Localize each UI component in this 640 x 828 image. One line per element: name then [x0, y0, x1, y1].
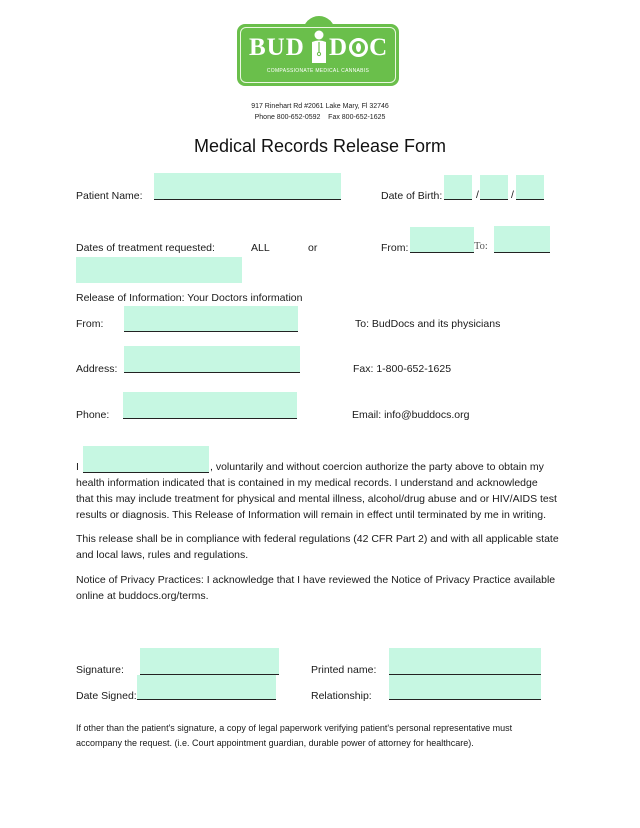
date-signed-field[interactable]: [137, 675, 276, 699]
or-label: or: [308, 242, 318, 254]
dob-separator-2: /: [511, 189, 514, 201]
doctor-figure-icon: [310, 30, 328, 64]
address-label: Address:: [76, 363, 118, 375]
date-signed-line: [137, 699, 276, 700]
doctor-address-line: [124, 372, 300, 373]
dob-separator-1: /: [476, 189, 479, 201]
consent-line-2: health information indicated that is contained in my medical records. I understand and acknowledge: [76, 477, 538, 489]
treatment-to-line: [494, 252, 550, 253]
consent-line-1: , voluntarily and without coercion authorize the party above to obtain my: [210, 461, 544, 473]
compliance-line-2: and local laws, rules and regulations.: [76, 549, 249, 561]
fax-info-text: Fax: 1-800-652-1625: [353, 363, 452, 375]
buddoc-logo: [237, 24, 399, 86]
relationship-field[interactable]: [389, 675, 541, 699]
doctor-phone-line: [123, 418, 297, 419]
date-signed-label: Date Signed:: [76, 690, 137, 702]
logo-tagline: COMPASSIONATE MEDICAL CANNABIS: [266, 68, 370, 74]
company-phone: Phone 800-652-0592: [254, 114, 321, 121]
patient-name-label: Patient Name:: [76, 190, 143, 202]
footer-line-1: If other than the patient's signature, a copy of legal paperwork verifying patient's personal representative must: [76, 723, 513, 733]
treatment-to-field[interactable]: [494, 226, 550, 252]
phone-label: Phone:: [76, 409, 110, 421]
to-buddocs-text: To: BudDocs and its physicians: [355, 318, 501, 330]
printed-name-label: Printed name:: [311, 664, 377, 676]
treatment-all-field[interactable]: [76, 257, 242, 283]
treatment-from-label: From:: [381, 242, 409, 254]
treatment-from-field[interactable]: [410, 227, 474, 252]
all-label: ALL: [251, 242, 270, 254]
privacy-line-2: online at buddocs.org/terms.: [76, 590, 209, 602]
compliance-line-1: This release shall be in compliance with federal regulations (42 CFR Part 2) and with all applicable state: [76, 533, 559, 545]
company-fax: Fax 800-652-1625: [328, 114, 386, 121]
dob-year-field[interactable]: [516, 175, 544, 199]
logo-text-bud: BUD: [249, 34, 305, 61]
company-contact: [0, 114, 640, 121]
footer-line-2: accompany the request. (i.e. Court appointment guardian, durable power of attorney for healthcare).: [76, 738, 474, 748]
doctor-name-line: [124, 331, 298, 332]
relationship-label: Relationship:: [311, 690, 372, 702]
dob-day-field[interactable]: [480, 175, 508, 199]
doctor-from-label: From:: [76, 318, 104, 330]
cannabis-leaf-icon: [349, 38, 368, 57]
consent-name-line: [83, 472, 209, 473]
relationship-line: [389, 699, 541, 700]
signature-field[interactable]: [140, 648, 279, 674]
treatment-from-line: [410, 252, 474, 253]
dob-month-line: [444, 199, 472, 200]
page-title: Medical Records Release Form: [193, 136, 447, 156]
dob-year-line: [516, 199, 544, 200]
consent-name-field[interactable]: [83, 446, 209, 473]
doctor-name-field[interactable]: [124, 306, 298, 331]
doctor-phone-field[interactable]: [123, 392, 297, 418]
release-heading: Release of Information: Your Doctors information: [76, 292, 303, 304]
company-address: 917 Rinehart Rd #2061 Lake Mary, Fl 32746: [251, 103, 389, 110]
consent-line-4: results or diagnosis. This Release of Information will remain in effect until terminated by me in writing.: [76, 509, 546, 521]
dob-month-field[interactable]: [444, 175, 472, 199]
doctor-address-field[interactable]: [124, 346, 300, 372]
email-info-text: Email: info@buddocs.org: [352, 409, 470, 421]
consent-i-label: I: [76, 461, 79, 473]
logo-text-doc: D C: [329, 34, 389, 61]
treatment-to-label: To:: [474, 241, 488, 252]
treatment-dates-label: Dates of treatment requested:: [76, 242, 215, 254]
dob-label: Date of Birth:: [381, 190, 443, 202]
patient-name-field[interactable]: [154, 173, 341, 199]
patient-name-line: [154, 199, 341, 200]
privacy-line-1: Notice of Privacy Practices: I acknowledge that I have reviewed the Notice of Privacy Practice available: [76, 574, 556, 586]
printed-name-field[interactable]: [389, 648, 541, 674]
consent-line-3: that this may include treatment for physical and mental illness, alcohol/drug abuse and or HIV/AIDS test: [76, 493, 557, 505]
dob-day-line: [480, 199, 508, 200]
signature-label: Signature:: [76, 664, 124, 676]
